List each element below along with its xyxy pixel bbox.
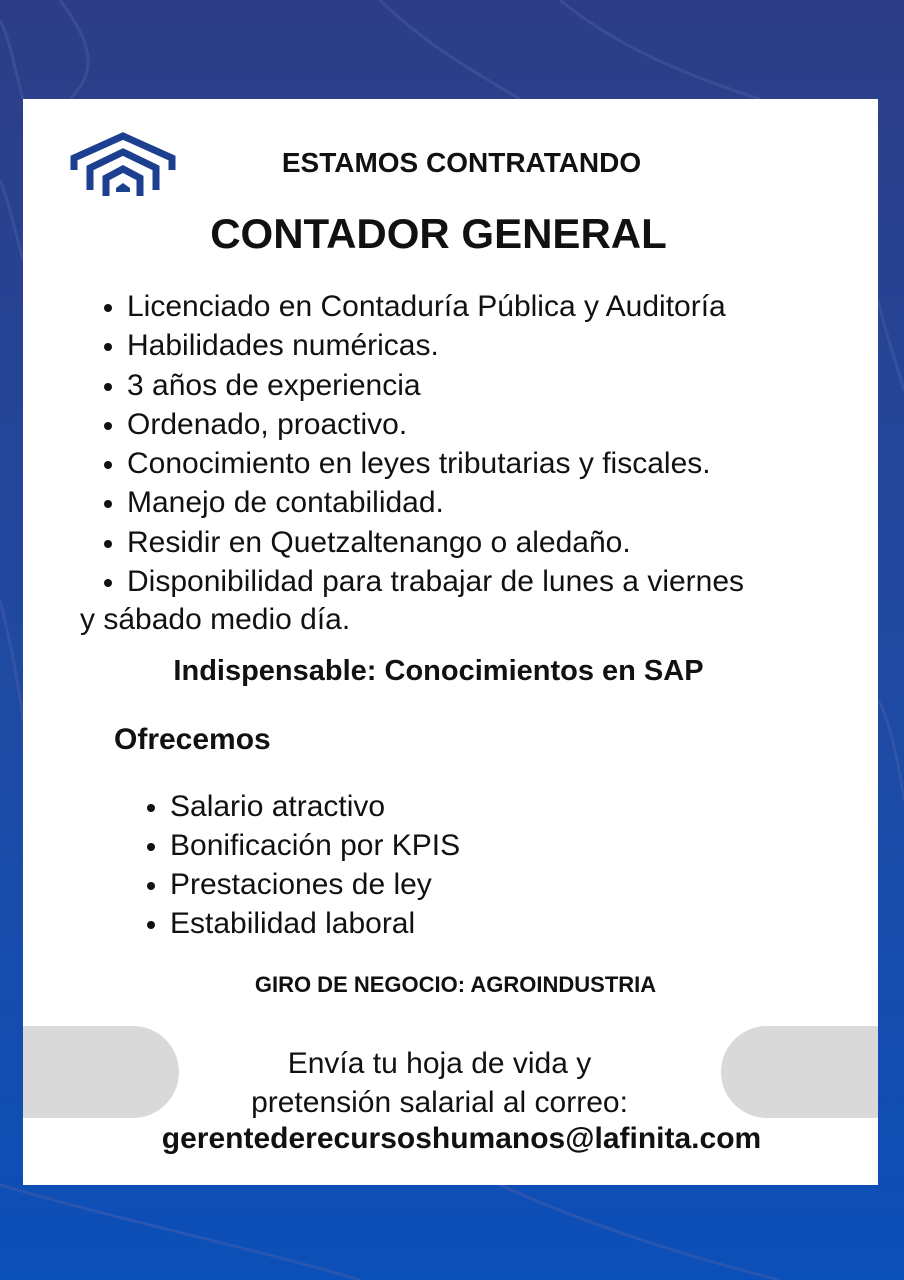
offer-list bbox=[123, 787, 460, 943]
contact-email-text[interactable]: gerentederecursoshumanos@lafinita.com bbox=[161, 1122, 762, 1155]
bullet-icon bbox=[104, 579, 112, 587]
bullet-icon bbox=[104, 500, 112, 508]
contact-instructions bbox=[23, 1044, 878, 1122]
list-item bbox=[80, 287, 870, 326]
requirements-list bbox=[80, 287, 870, 601]
bullet-icon bbox=[147, 921, 155, 929]
bullet-icon bbox=[104, 383, 112, 391]
requirement-text: Disponibilidad para trabajar de lunes a viernes bbox=[127, 565, 745, 599]
bullet-icon bbox=[104, 343, 112, 351]
bullet-icon bbox=[104, 540, 112, 548]
job-title bbox=[23, 210, 878, 258]
list-item bbox=[80, 562, 870, 601]
requirement-continuation: y sábado medio día. bbox=[80, 603, 351, 636]
indispensable-text: Indispensable: Conocimientos en SAP bbox=[173, 655, 704, 687]
requirement-text: Licenciado en Contaduría Pública y Auditoría bbox=[127, 290, 726, 323]
offer-text: Estabilidad laboral bbox=[170, 907, 416, 940]
hiring-label bbox=[23, 147, 878, 179]
list-item bbox=[80, 483, 870, 522]
list-item bbox=[123, 865, 460, 904]
requirement-text: Conocimiento en leyes tributarias y fiscales. bbox=[127, 447, 711, 481]
list-item bbox=[80, 326, 870, 365]
bullet-icon bbox=[147, 882, 155, 890]
list-item bbox=[123, 904, 460, 943]
bullet-icon bbox=[147, 843, 155, 851]
bullet-icon bbox=[104, 461, 112, 469]
requirement-text: Manejo de contabilidad. bbox=[127, 486, 444, 520]
requirement-text: 3 años de experiencia bbox=[127, 368, 421, 402]
list-item bbox=[80, 366, 870, 405]
offer-text: Salario atractivo bbox=[170, 790, 386, 823]
job-title-text: CONTADOR GENERAL bbox=[210, 210, 667, 257]
list-item bbox=[123, 826, 460, 865]
indispensable-requirement bbox=[23, 655, 878, 688]
list-item bbox=[80, 405, 870, 444]
list-item bbox=[80, 444, 870, 483]
list-item bbox=[80, 523, 870, 562]
bullet-icon bbox=[104, 304, 112, 312]
list-item bbox=[123, 787, 460, 826]
requirement-text: Ordenado, proactivo. bbox=[127, 407, 408, 441]
bullet-icon bbox=[147, 804, 155, 812]
contact-line-1: Envía tu hoja de vida y bbox=[287, 1047, 592, 1080]
contact-email bbox=[23, 1122, 878, 1156]
offer-heading: Ofrecemos bbox=[114, 723, 271, 756]
job-posting-card bbox=[23, 99, 878, 1185]
business-line bbox=[23, 972, 878, 998]
requirement-text: Habilidades numéricas. bbox=[127, 329, 439, 363]
bullet-icon bbox=[104, 422, 112, 430]
offer-text: Prestaciones de ley bbox=[170, 868, 432, 901]
requirement-text: Residir en Quetzaltenango o aledaño. bbox=[127, 525, 631, 559]
business-line-text: GIRO DE NEGOCIO: AGROINDUSTRIA bbox=[254, 972, 657, 997]
hiring-label-text: ESTAMOS CONTRATANDO bbox=[281, 147, 642, 178]
contact-line-2: pretensión salarial al correo: bbox=[251, 1086, 628, 1119]
offer-text: Bonificación por KPIS bbox=[170, 829, 461, 862]
